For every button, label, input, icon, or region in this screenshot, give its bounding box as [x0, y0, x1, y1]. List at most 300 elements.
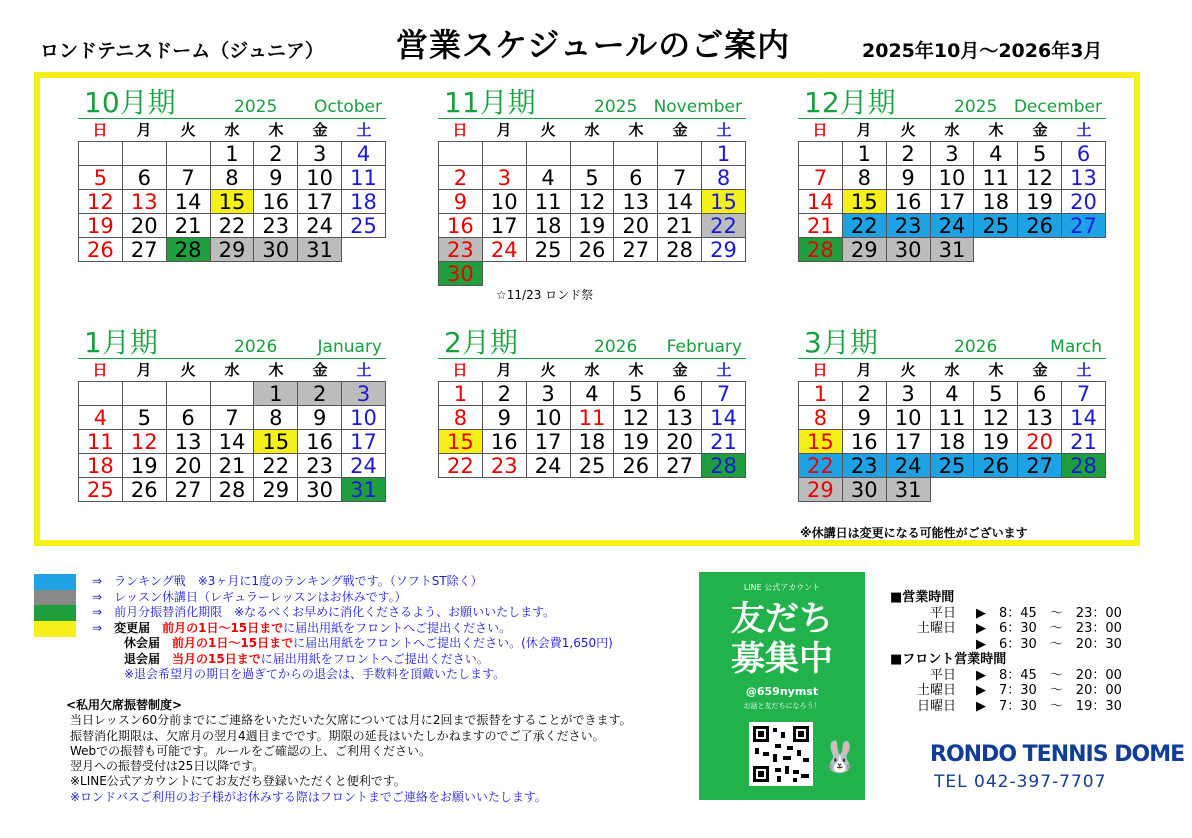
day-cell: 5	[122, 406, 166, 430]
day-cell: 2	[886, 142, 930, 166]
day-cell: 1	[439, 382, 483, 406]
day-cell: 7	[210, 406, 254, 430]
day-cell: 25	[974, 214, 1018, 238]
day-cell	[658, 142, 702, 166]
day-cell: 29	[842, 238, 886, 262]
day-cell: 20	[1018, 430, 1062, 454]
day-cell: 9	[439, 190, 483, 214]
day-cell	[122, 142, 166, 166]
month-en: November	[653, 97, 742, 117]
day-cell: 24	[342, 454, 386, 478]
brand-logo: RONDO TENNIS DOME	[930, 742, 1185, 767]
day-cell: 10	[930, 166, 974, 190]
day-cell: 3	[886, 382, 930, 406]
day-cell	[614, 262, 658, 286]
day-cell: 19	[122, 454, 166, 478]
day-cell: 27	[122, 238, 166, 262]
day-cell: 30	[254, 238, 298, 262]
month-name: 2月期	[444, 326, 518, 359]
month-name: 10月期	[84, 86, 176, 119]
day-cell: 20	[166, 454, 210, 478]
weekday-label: 月	[856, 120, 872, 139]
weekday-label: 水	[224, 360, 240, 379]
day-cell: 26	[122, 478, 166, 502]
day-cell: 13	[614, 190, 658, 214]
day-cell: 17	[886, 430, 930, 454]
day-cell: 20	[614, 214, 658, 238]
rest-swatch	[34, 590, 76, 606]
day-cell: 16	[298, 430, 342, 454]
month-year: 2026	[594, 337, 638, 357]
day-cell	[210, 382, 254, 406]
day-cell: 2	[254, 142, 298, 166]
day-cell: 11	[930, 406, 974, 430]
weekday-header	[78, 359, 386, 379]
day-cell: 5	[614, 382, 658, 406]
day-cell: 20	[1062, 190, 1106, 214]
month-name: 11月期	[444, 86, 536, 119]
day-cell	[526, 142, 570, 166]
day-cell: 4	[526, 166, 570, 190]
day-cell: 6	[1018, 382, 1062, 406]
month-en: January	[317, 337, 382, 357]
day-cell: 29	[254, 478, 298, 502]
day-cell: 12	[974, 406, 1018, 430]
month-year: 2025	[954, 97, 998, 117]
day-cell: 14	[210, 430, 254, 454]
day-cell: 2	[439, 166, 483, 190]
month-title	[798, 328, 1106, 359]
day-cell: 7	[1062, 382, 1106, 406]
weekday-header	[438, 119, 746, 139]
day-cell: 6	[614, 166, 658, 190]
day-cell: 8	[799, 406, 843, 430]
day-cell: 4	[930, 382, 974, 406]
day-cell: 3	[342, 382, 386, 406]
weekday-label: 土	[716, 120, 732, 139]
weekday-header	[78, 119, 386, 139]
day-cell: 13	[166, 430, 210, 454]
day-cell: 1	[702, 142, 746, 166]
day-cell: 27	[1018, 454, 1062, 478]
day-cell: 28	[1062, 454, 1106, 478]
day-cell: 27	[166, 478, 210, 502]
day-cell: 5	[974, 382, 1018, 406]
day-cell: 17	[298, 190, 342, 214]
day-cell: 25	[570, 454, 614, 478]
day-cell: 16	[482, 430, 526, 454]
day-cell: 2	[842, 382, 886, 406]
day-cell: 26	[79, 238, 123, 262]
day-cell: 7	[166, 166, 210, 190]
day-cell	[974, 238, 1018, 262]
weekday-label: 月	[136, 120, 152, 139]
page-title: 営業スケジュールのご案内	[396, 26, 791, 64]
legend: ⇒ ランキング戦 ※3ヶ月に1度のランキング戦です。（ソフトST除く） ⇒ レッスン休講日（レギュラーレッスンはお休みです。） ⇒ 前月分振替消化期限 ※なるべくお早めに消化くださるよう、お願いいたします。 ⇒ 変更届 前月の1日～15日までに届出用紙をフロントへご提出ください。 休会届 前月の1日～15日までに届出用紙をフロントへご提出ください。(休会費1,650円) 退会届 当月の15日までに届出用紙をフロントへご提出ください。 ※退会希望月の期日を過ぎてからの退会は、手数料を頂戴いたします。	[92, 574, 613, 681]
day-cell: 13	[1062, 166, 1106, 190]
day-cell: 15	[842, 190, 886, 214]
weekday-label: 土	[1076, 360, 1092, 379]
request-swatch	[34, 621, 76, 637]
weekday-label: 月	[856, 360, 872, 379]
day-cell	[570, 142, 614, 166]
day-cell: 18	[526, 214, 570, 238]
day-cell: 28	[658, 238, 702, 262]
day-cell: 21	[1062, 430, 1106, 454]
day-cell: 17	[930, 190, 974, 214]
weekday-label: 金	[1032, 360, 1048, 379]
month-calendar	[798, 326, 1106, 540]
month-name: 12月期	[804, 86, 896, 119]
day-cell: 14	[166, 190, 210, 214]
day-cell: 21	[210, 454, 254, 478]
qr-code-icon[interactable]	[749, 722, 813, 786]
day-cell: 24	[482, 238, 526, 262]
day-cell: 1	[210, 142, 254, 166]
day-cell	[122, 382, 166, 406]
month-calendar	[78, 88, 386, 262]
day-cell: 13	[122, 190, 166, 214]
day-cell: 16	[439, 214, 483, 238]
weekday-label: 土	[1076, 120, 1092, 139]
day-cell: 26	[614, 454, 658, 478]
day-cell: 19	[570, 214, 614, 238]
weekday-label: 火	[540, 360, 556, 379]
weekday-label: 水	[944, 120, 960, 139]
day-cell	[166, 382, 210, 406]
weekday-label: 月	[496, 120, 512, 139]
day-cell: 11	[974, 166, 1018, 190]
day-cell: 31	[886, 478, 930, 502]
weekday-label: 金	[1032, 120, 1048, 139]
day-cell	[439, 142, 483, 166]
day-cell: 19	[974, 430, 1018, 454]
day-cell: 15	[702, 190, 746, 214]
day-cell: 20	[658, 430, 702, 454]
day-cell: 25	[79, 478, 123, 502]
day-cell: 27	[614, 238, 658, 262]
weekday-label: 日	[92, 120, 108, 139]
day-cell: 6	[122, 166, 166, 190]
day-cell	[526, 262, 570, 286]
weekday-label: 木	[988, 120, 1004, 139]
day-cell: 30	[886, 238, 930, 262]
absence-policy: <私用欠席振替制度> 当日レッスン60分前までにご連絡をいただいた欠席については月に2回まで振替をすることができます。 振替消化期限は、欠席月の翌月4週目までです。期限の延長はいたしかねますのでご了承ください。 Webでの振替も可能です。ルールをご確認の上、ご利用ください。 翌月への振替受付は25日以降です。 ※LINE公式アカウントにてお友だち登録いただくと便利です。 ※ロンドバスご利用のお子様がお休みする際はフロントまでご連絡をお願いいたします。	[66, 698, 632, 804]
day-cell: 30	[439, 262, 483, 286]
day-cell: 2	[482, 382, 526, 406]
month-calendar	[798, 88, 1106, 262]
ranking-swatch	[34, 574, 76, 590]
day-cell: 21	[799, 214, 843, 238]
month-year: 2025	[594, 97, 638, 117]
month-calendar	[438, 86, 746, 302]
line-friend-panel[interactable]: LINE 公式アカウント 友だち 募集中 @659nymst お話と友だちになろう！ 🐰	[699, 572, 865, 800]
weekday-label: 金	[672, 360, 688, 379]
day-cell: 25	[342, 214, 386, 238]
day-cell: 8	[702, 166, 746, 190]
day-cell: 22	[254, 454, 298, 478]
day-cell	[614, 142, 658, 166]
weekday-label: 日	[92, 360, 108, 379]
day-cell: 18	[930, 430, 974, 454]
day-cell: 11	[342, 166, 386, 190]
day-cell: 5	[79, 166, 123, 190]
phone-number[interactable]: TEL 042-397-7707	[934, 772, 1107, 792]
day-cell: 1	[799, 382, 843, 406]
day-cell: 23	[842, 454, 886, 478]
day-cell: 27	[1062, 214, 1106, 238]
day-cell: 22	[439, 454, 483, 478]
day-cell: 24	[526, 454, 570, 478]
day-cell: 23	[886, 214, 930, 238]
day-cell	[1062, 478, 1106, 502]
day-cell: 11	[570, 406, 614, 430]
day-cell: 24	[930, 214, 974, 238]
month-en: February	[666, 337, 742, 357]
day-cell: 26	[570, 238, 614, 262]
day-cell: 7	[702, 382, 746, 406]
day-cell: 12	[614, 406, 658, 430]
weekday-label: 水	[584, 360, 600, 379]
day-cell	[482, 262, 526, 286]
month-name: 1月期	[84, 326, 158, 359]
day-cell: 19	[1018, 190, 1062, 214]
month-year: 2026	[234, 337, 278, 357]
day-cell: 19	[79, 214, 123, 238]
month-calendar	[78, 328, 386, 502]
weekday-label: 日	[812, 120, 828, 139]
day-cell: 1	[254, 382, 298, 406]
day-cell: 30	[298, 478, 342, 502]
weekday-label: 木	[268, 360, 284, 379]
day-cell: 8	[254, 406, 298, 430]
day-cell: 13	[1018, 406, 1062, 430]
weekday-label: 火	[540, 120, 556, 139]
day-cell	[166, 142, 210, 166]
weekday-label: 火	[180, 360, 196, 379]
day-cell: 18	[342, 190, 386, 214]
month-note: ※休講日は変更になる可能性がございます	[800, 526, 1028, 540]
day-cell: 28	[799, 238, 843, 262]
day-cell: 31	[930, 238, 974, 262]
day-cell: 11	[79, 430, 123, 454]
day-cell	[658, 262, 702, 286]
day-cell: 8	[842, 166, 886, 190]
day-cell: 15	[254, 430, 298, 454]
day-cell: 10	[482, 190, 526, 214]
day-cell: 21	[658, 214, 702, 238]
header-period: 2025年10月～2026年3月	[862, 40, 1103, 62]
day-cell	[799, 142, 843, 166]
weekday-label: 火	[180, 120, 196, 139]
weekday-label: 木	[628, 120, 644, 139]
day-cell: 22	[210, 214, 254, 238]
day-cell: 17	[526, 430, 570, 454]
day-cell: 8	[439, 406, 483, 430]
day-cell: 12	[122, 430, 166, 454]
weekday-label: 水	[584, 120, 600, 139]
day-cell	[482, 142, 526, 166]
month-year: 2025	[234, 97, 278, 117]
day-cell: 26	[1018, 214, 1062, 238]
month-title	[438, 88, 746, 119]
day-cell	[79, 142, 123, 166]
day-cell: 2	[298, 382, 342, 406]
day-cell: 3	[930, 142, 974, 166]
calendar-grid	[438, 381, 746, 478]
day-cell: 15	[210, 190, 254, 214]
month-note: ☆11/23 ロンド祭	[496, 288, 594, 302]
day-cell: 12	[570, 190, 614, 214]
weekday-label: 金	[312, 360, 328, 379]
day-cell: 13	[658, 406, 702, 430]
calendar-grid	[798, 381, 1106, 502]
weekday-label: 月	[496, 360, 512, 379]
day-cell: 16	[886, 190, 930, 214]
month-en: December	[1013, 97, 1102, 117]
day-cell: 15	[799, 430, 843, 454]
day-cell: 28	[210, 478, 254, 502]
day-cell: 14	[658, 190, 702, 214]
day-cell: 5	[1018, 142, 1062, 166]
weekday-label: 木	[988, 360, 1004, 379]
day-cell	[702, 262, 746, 286]
day-cell	[930, 478, 974, 502]
day-cell: 23	[439, 238, 483, 262]
day-cell: 17	[342, 430, 386, 454]
weekday-label: 月	[136, 360, 152, 379]
calendar-grid	[798, 141, 1106, 262]
day-cell: 9	[254, 166, 298, 190]
month-en: October	[313, 97, 382, 117]
weekday-label: 金	[672, 120, 688, 139]
day-cell: 29	[210, 238, 254, 262]
day-cell: 4	[974, 142, 1018, 166]
month-en: March	[1050, 337, 1102, 357]
day-cell: 24	[298, 214, 342, 238]
weekday-label: 日	[452, 120, 468, 139]
day-cell: 18	[974, 190, 1018, 214]
day-cell: 3	[298, 142, 342, 166]
weekday-header	[438, 359, 746, 379]
day-cell: 21	[702, 430, 746, 454]
day-cell: 6	[658, 382, 702, 406]
day-cell: 22	[702, 214, 746, 238]
makeup-swatch	[34, 605, 76, 621]
day-cell: 27	[658, 454, 702, 478]
bear-mascot-icon: 🐰	[821, 740, 859, 775]
day-cell: 4	[79, 406, 123, 430]
day-cell: 12	[1018, 166, 1062, 190]
day-cell	[79, 382, 123, 406]
weekday-header	[798, 119, 1106, 139]
day-cell	[974, 478, 1018, 502]
weekday-label: 土	[356, 360, 372, 379]
day-cell	[1018, 238, 1062, 262]
day-cell: 28	[166, 238, 210, 262]
day-cell: 16	[842, 430, 886, 454]
calendar-grid	[78, 381, 386, 502]
day-cell: 5	[570, 166, 614, 190]
day-cell: 31	[298, 238, 342, 262]
day-cell: 22	[799, 454, 843, 478]
calendar-grid	[438, 141, 746, 286]
day-cell: 3	[482, 166, 526, 190]
day-cell: 10	[298, 166, 342, 190]
day-cell: 29	[799, 478, 843, 502]
day-cell: 10	[342, 406, 386, 430]
header-left: ロンドテニスドーム（ジュニア）	[40, 40, 324, 62]
day-cell: 6	[166, 406, 210, 430]
day-cell: 23	[298, 454, 342, 478]
day-cell	[1062, 238, 1106, 262]
day-cell: 21	[166, 214, 210, 238]
day-cell: 18	[570, 430, 614, 454]
month-calendar	[438, 328, 746, 478]
day-cell: 9	[298, 406, 342, 430]
day-cell: 9	[842, 406, 886, 430]
weekday-header	[798, 359, 1106, 379]
weekday-label: 日	[812, 360, 828, 379]
weekday-label: 水	[944, 360, 960, 379]
day-cell: 29	[702, 238, 746, 262]
day-cell: 12	[79, 190, 123, 214]
day-cell: 20	[122, 214, 166, 238]
calendar-grid	[78, 141, 386, 262]
day-cell: 14	[799, 190, 843, 214]
day-cell	[1018, 478, 1062, 502]
day-cell: 19	[614, 430, 658, 454]
day-cell: 25	[526, 238, 570, 262]
day-cell: 23	[254, 214, 298, 238]
day-cell: 4	[342, 142, 386, 166]
month-title	[78, 88, 386, 119]
weekday-label: 金	[312, 120, 328, 139]
month-name: 3月期	[804, 326, 878, 359]
day-cell: 10	[886, 406, 930, 430]
day-cell: 4	[570, 382, 614, 406]
day-cell: 6	[1062, 142, 1106, 166]
weekday-label: 日	[452, 360, 468, 379]
day-cell: 24	[886, 454, 930, 478]
day-cell: 30	[842, 478, 886, 502]
day-cell: 8	[210, 166, 254, 190]
day-cell: 9	[482, 406, 526, 430]
day-cell: 9	[886, 166, 930, 190]
month-title	[798, 88, 1106, 119]
day-cell: 14	[702, 406, 746, 430]
weekday-label: 土	[716, 360, 732, 379]
weekday-label: 土	[356, 120, 372, 139]
day-cell: 26	[974, 454, 1018, 478]
day-cell: 10	[526, 406, 570, 430]
day-cell: 3	[526, 382, 570, 406]
weekday-label: 火	[900, 120, 916, 139]
weekday-label: 木	[628, 360, 644, 379]
weekday-label: 木	[268, 120, 284, 139]
day-cell: 23	[482, 454, 526, 478]
day-cell: 28	[702, 454, 746, 478]
day-cell	[342, 238, 386, 262]
month-title	[438, 328, 746, 359]
weekday-label: 火	[900, 360, 916, 379]
day-cell: 25	[930, 454, 974, 478]
day-cell: 31	[342, 478, 386, 502]
weekday-label: 水	[224, 120, 240, 139]
day-cell: 14	[1062, 406, 1106, 430]
day-cell: 7	[658, 166, 702, 190]
day-cell: 15	[439, 430, 483, 454]
